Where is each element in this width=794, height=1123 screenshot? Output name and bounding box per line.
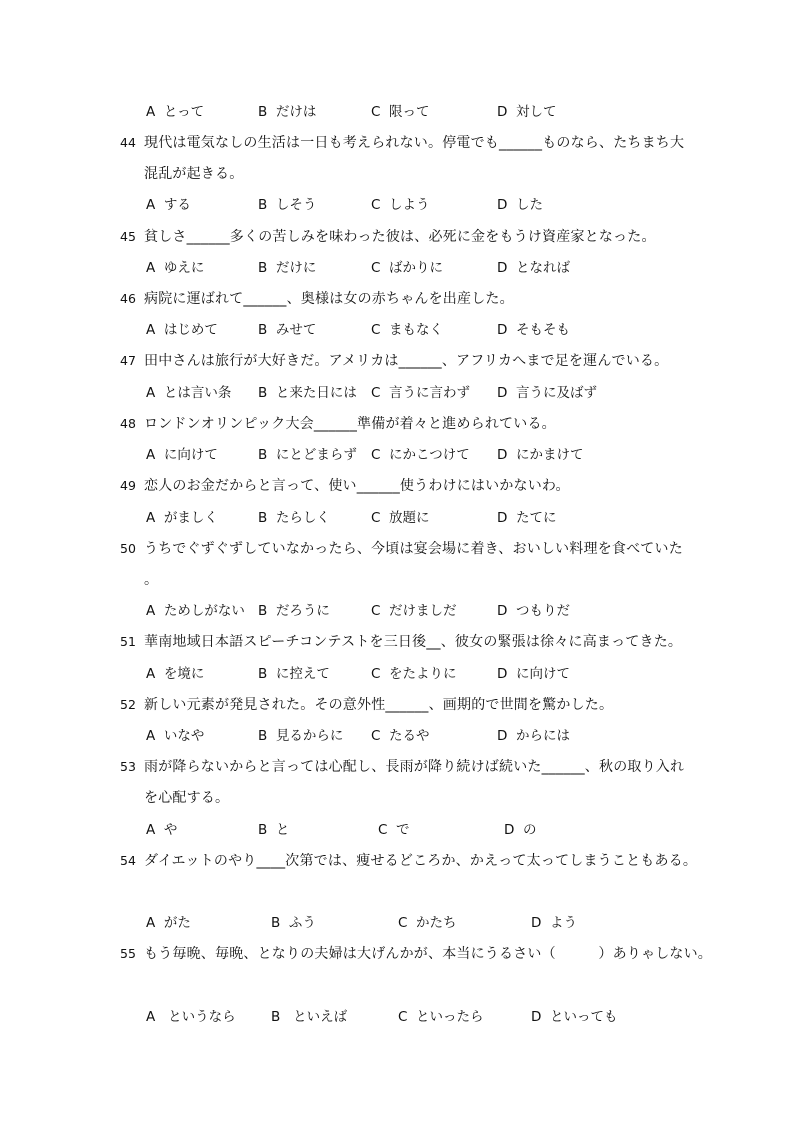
option-c: C かたち [398,915,457,931]
option-a: A がた [146,915,191,931]
option-d: D 対して [497,104,557,120]
option-c: C ばかりに [371,260,444,276]
option-c: C 放題に [371,510,430,526]
option-b: B しそう [258,197,317,213]
option-a: A ためしがない [146,603,245,619]
option-a: A する [146,197,191,213]
option-a: A はじめて [146,322,218,338]
question-text: 52 新しい元素が発見された。その意外性______、画期的で世間を驚かした。 [120,697,614,713]
option-d: D となれば [497,260,570,276]
option-d: D つもりだ [497,603,570,619]
option-a: A や [146,822,178,838]
option-b: B だけに [258,260,317,276]
option-b: B 見るからに [258,728,344,744]
option-c: C 限って [371,104,430,120]
option-b: B に控えて [258,666,330,682]
option-d: D よう [531,915,577,931]
option-c: C といったら [398,1009,484,1025]
question-text: 54 ダイエットのやり____次第では、痩せるどころか、かえって太ってしまうこともある。 [120,853,698,869]
option-a: A ゆえに [146,260,205,276]
option-d: D した [497,197,543,213]
question-text: 45 貧しさ______多くの苦しみを味わった彼は、必死に金をもうけ資産家となった。 [120,229,656,245]
option-a: A とって [146,104,205,120]
option-a: A がましく [146,510,218,526]
option-d: D たてに [497,510,557,526]
option-a: A に向けて [146,447,218,463]
option-b: B たらしく [258,510,330,526]
question-text: 53 雨が降らないからと言っては心配し、長雨が降り続けば続いた______、秋の取り入れ [120,759,685,775]
question-text-continued: 混乱が起きる。 [144,166,244,182]
option-a: A いなや [146,728,205,744]
question-text: 47 田中さんは旅行が大好きだ。アメリカは______、アフリカへまで足を運んでいる。 [120,353,669,369]
option-b: B ふう [271,915,316,931]
question-text: 50 うちでぐずぐずしていなかったら、今頃は宴会場に着き、おいしい料理を食べていた [120,541,683,557]
option-b: B と [258,822,290,838]
option-a: A を境に [146,666,205,682]
option-b: B だろうに [258,603,330,619]
option-c: C 言うに言わず [371,385,471,401]
option-c: C にかこつけて [371,447,470,463]
question-text: 46 病院に運ばれて______、奥様は女の赤ちゃんを出産した。 [120,291,514,307]
question-text-continued: を心配する。 [144,790,230,806]
option-b: B と来た日には [258,385,357,401]
option-d: D からには [497,728,570,744]
option-c: C だけましだ [371,603,457,619]
option-c: C をたよりに [371,666,457,682]
question-text: 51 華南地域日本語スピーチコンテストを三日後__、彼女の緊張は徐々に高まってきた。 [120,634,683,650]
option-d: D といっても [531,1009,618,1025]
question-text: 49 恋人のお金だからと言って、使い______使うわけにはいかないわ。 [120,478,570,494]
option-b: B にとどまらず [258,447,357,463]
option-c: C で [378,822,410,838]
option-b: B だけは [258,104,317,120]
option-c: C まもなく [371,322,444,338]
option-a: A とは言い条 [146,385,232,401]
option-d: D そもそも [497,322,570,338]
option-d: D の [504,822,537,838]
question-text: 44 現代は電気なしの生活は一日も考えられない。停電でも______ものなら、たちまち大 [120,135,685,151]
question-text-continued: 。 [144,572,159,588]
option-c: C たるや [371,728,430,744]
option-a: A というなら [146,1009,236,1025]
option-d: D 言うに及ばず [497,385,597,401]
option-c: C しよう [371,197,430,213]
option-b: B みせて [258,322,317,338]
option-d: D にかまけて [497,447,584,463]
option-b: B といえば [271,1009,348,1025]
question-text: 55 もう毎晩、毎晩、となりの夫婦は大げんかが、本当にうるさい（ ）ありゃしない。 [120,946,712,962]
option-d: D に向けて [497,666,570,682]
question-text: 48 ロンドンオリンピック大会______準備が着々と進められている。 [120,416,556,432]
